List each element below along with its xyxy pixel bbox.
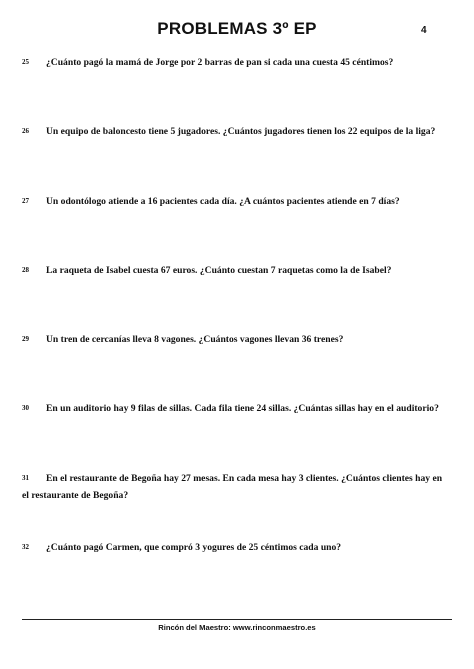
problem-27 — [22, 193, 452, 210]
problem-number: 27 — [22, 197, 29, 205]
footer-credit: Rincón del Maestro: www.rinconmaestro.es — [158, 623, 316, 632]
problem-number: 26 — [22, 127, 29, 135]
problem-number: 30 — [22, 404, 29, 412]
page-title: PROBLEMAS 3º EP — [157, 19, 317, 38]
problem-text: En el restaurante de Begoña hay 27 mesas. En cada mesa hay 3 clientes. ¿Cuántos clientes hay en el restaurante de Begoña? — [22, 473, 443, 501]
problem-26 — [22, 123, 452, 140]
problem-30 — [22, 400, 452, 417]
footer-divider — [22, 619, 452, 620]
problem-25 — [22, 54, 452, 71]
problem-31 — [22, 470, 450, 504]
page-number: 4 — [421, 25, 427, 36]
problem-text: Un odontólogo atiende a 16 pacientes cada día. ¿A cuántos pacientes atiende en 7 días? — [46, 196, 400, 207]
problem-29 — [22, 331, 452, 348]
problem-text: ¿Cuánto pagó Carmen, que compró 3 yogures de 25 céntimos cada uno? — [46, 542, 342, 553]
problem-number: 32 — [22, 543, 29, 551]
problem-32 — [22, 539, 452, 556]
problem-text: La raqueta de Isabel cuesta 67 euros. ¿Cuánto cuestan 7 raquetas como la de Isabel? — [46, 265, 392, 276]
problem-text: Un tren de cercanías lleva 8 vagones. ¿Cuántos vagones llevan 36 trenes? — [46, 334, 344, 345]
problem-text: ¿Cuánto pagó la mamá de Jorge por 2 barras de pan si cada una cuesta 45 céntimos? — [46, 57, 394, 68]
problem-28 — [22, 262, 452, 279]
problem-number: 28 — [22, 266, 29, 274]
problem-number: 25 — [22, 58, 29, 66]
problem-number: 29 — [22, 335, 29, 343]
problem-number: 31 — [22, 474, 29, 482]
problem-text: Un equipo de baloncesto tiene 5 jugadores. ¿Cuántos jugadores tienen los 22 equipos de la liga? — [46, 126, 436, 137]
problem-text: En un auditorio hay 9 filas de sillas. Cada fila tiene 24 sillas. ¿Cuántas sillas hay en el auditorio? — [46, 403, 439, 414]
